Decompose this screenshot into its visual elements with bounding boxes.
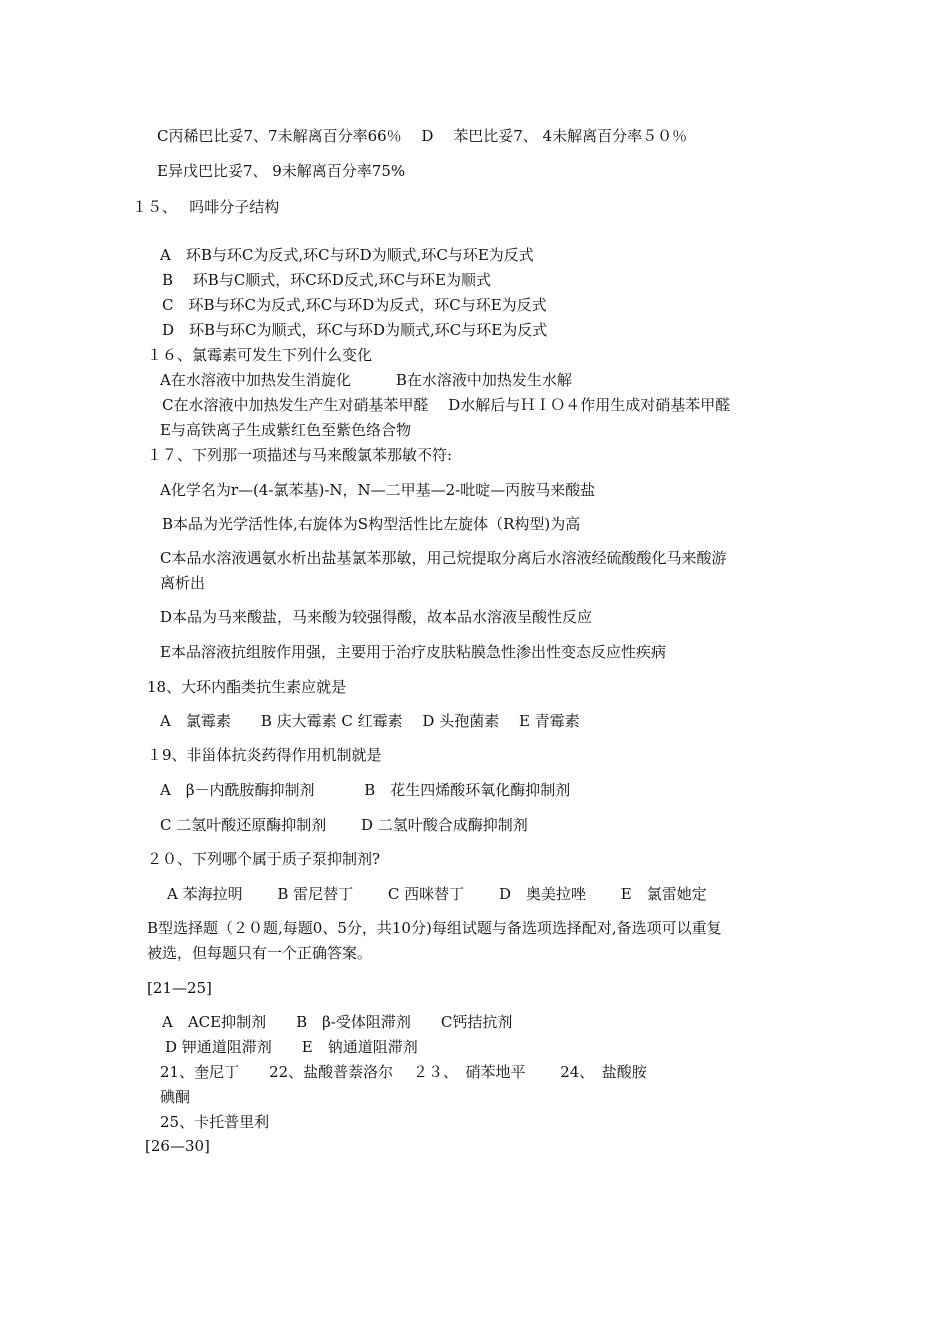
q19-options-c-d: C 二氢叶酸还原酶抑制剂 D 二氢叶酸合成酶抑制剂 [160,816,528,834]
q18-options: A 氯霉素 B 庆大霉素 C 红霉素 D 头孢菌素 E 青霉素 [160,712,580,730]
q14-option-e: E异戊巴比妥7、 9未解离百分率75% [157,162,406,180]
q17-option-d: D本品为马来酸盐，马来酸为较强得酸，故本品水溶液呈酸性反应 [160,608,593,626]
q19-options-a-b: A β－内酰胺酶抑制剂 B 花生四烯酸环氧化酶抑制剂 [160,781,571,799]
q17-question: １７、下列那一项描述与马来酸氯苯那敏不符: [147,446,453,464]
q17-option-b: B本品为光学活性体,右旋体为S构型活性比左旋体（R构型)为高 [162,515,581,533]
question-24-cont: 碘酮 [160,1088,191,1106]
q17-option-e: E本品溶液抗组胺作用强，主要用于治疗皮肤粘膜急性渗出性变态反应性疾病 [160,643,666,661]
q16-question: １６、氯霉素可发生下列什么变化 [147,346,373,364]
q19-question: １9、非甾体抗炎药得作用机制就是 [147,746,382,764]
q16-options-c-d: C在水溶液中加热发生产生对硝基苯甲醛 D水解后与ＨＩＯ４作用生成对硝基苯甲醛 [162,396,731,414]
section-b-instructions: B型选择题（２０题,每题0、5分，共10分)每组试题与备选项选择配对,备选项可以重复 [147,919,722,937]
q20-question: ２０、下列哪个属于质子泵抑制剂? [147,850,381,868]
questions-21-24: 21、奎尼丁 22、盐酸普萘洛尔 ２３、 硝苯地平 24、 盐酸胺 [160,1063,647,1081]
q15-option-d: D 环B与环C为顺式，环C与环D为顺式,环C与环E为反式 [162,321,548,339]
q16-options-a-b: A在水溶液中加热发生消旋化 B在水溶液中加热发生水解 [160,371,572,389]
q17-option-c: C本品水溶液遇氨水析出盐基氯苯那敏，用己烷提取分离后水溶液经硫酸酸化马来酸游 [160,549,727,567]
q15-question: １５、 吗啡分子结构 [132,198,280,216]
q20-options: A 苯海拉明 B 雷尼替丁 C 西咪替丁 D 奥美拉唑 E 氯雷她定 [167,885,707,903]
q14-options-c-d: C丙稀巴比妥7、7未解离百分率66％ D 苯巴比妥7、 4未解离百分率５０％ [157,127,688,145]
q15-option-a: A 环B与环C为反式,环C与环D为顺式,环C与环E为反式 [160,246,534,264]
q16-option-e: E与高铁离子生成紫红色至紫色络合物 [160,421,411,439]
q15-option-c: C 环B与环C为反式,环C与环D为反式，环C与环E为反式 [162,296,547,314]
group-21-25-options-1: A ACE抑制剂 B β-受体阻滞剂 C钙拮抗剂 [162,1013,513,1031]
q17-option-c-cont: 离析出 [160,574,206,592]
group-26-30-heading: [26—30] [145,1137,210,1155]
group-21-25-heading: [21—25] [147,979,212,997]
q17-option-a: A化学名为r—(4-氯苯基)-N，N—二甲基—2-吡啶—丙胺马来酸盐 [160,481,596,499]
q18-question: 18、大环内酯类抗生素应就是 [147,678,347,696]
question-25: 25、卡托普里利 [160,1113,270,1131]
section-b-instructions-cont: 被选，但每题只有一个正确答案。 [147,944,373,962]
group-21-25-options-2: D 钾通道阻滞剂 E 钠通道阻滞剂 [165,1038,418,1056]
q15-option-b: B 环B与C顺式，环C环D反式,环C与环E为顺式 [162,271,491,289]
